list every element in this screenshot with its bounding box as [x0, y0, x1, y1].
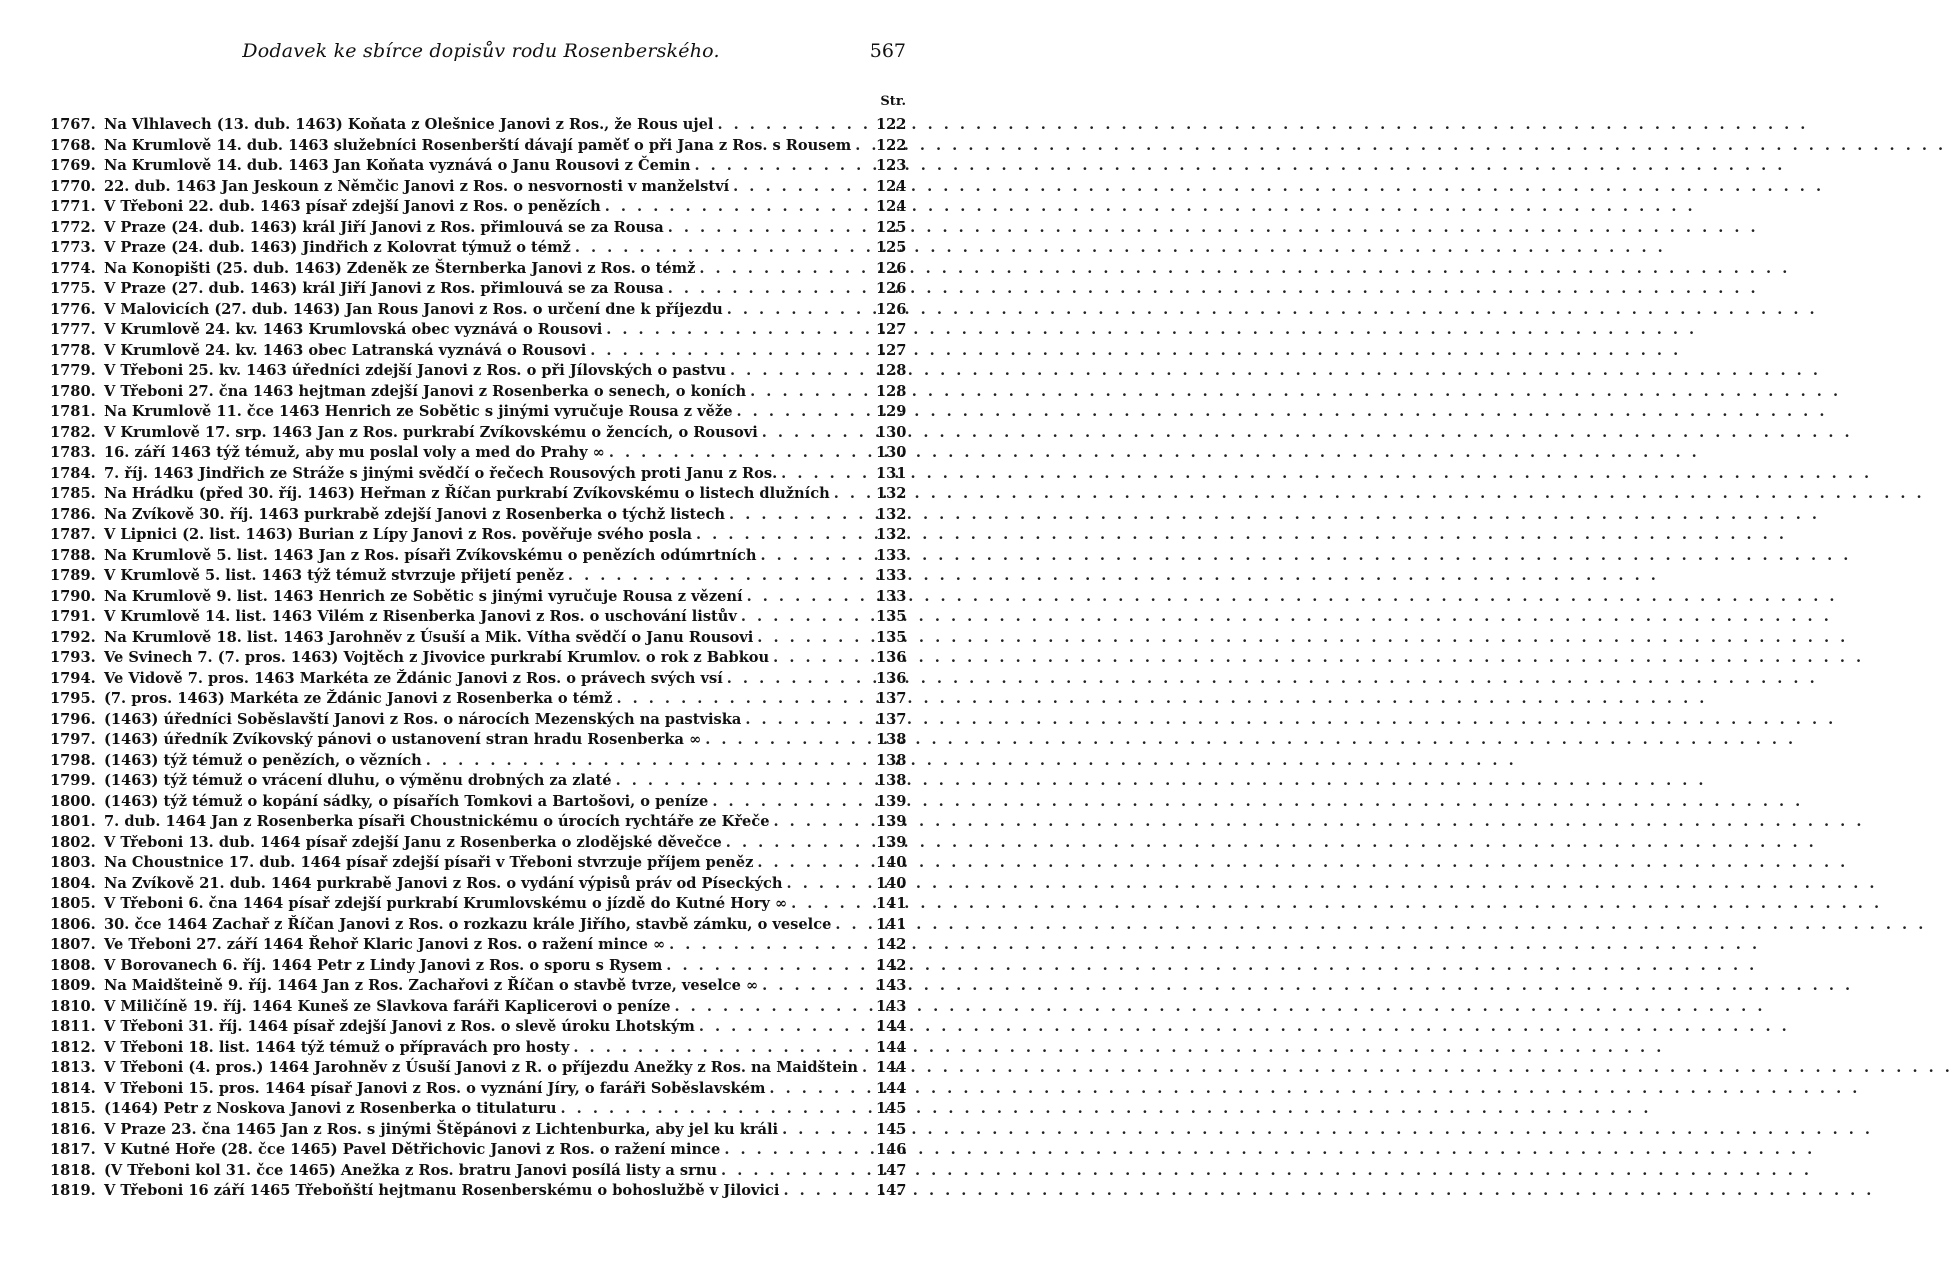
toc-entry — [50, 752, 906, 773]
dot-leader — [730, 362, 872, 379]
toc-entry — [50, 1100, 906, 1121]
dot-leader — [568, 567, 872, 584]
toc-entry — [50, 916, 906, 937]
entry-number: 1774. — [50, 259, 96, 277]
toc-entry — [50, 506, 906, 527]
entry-number: 1777. — [50, 321, 96, 338]
entry-description: 22. dub. 1463 Jan Jeskoun z Němčic Janovi z Ros. o nesvornosti v manželství — [104, 177, 730, 195]
dot-leader — [835, 916, 872, 933]
toc-entry — [50, 813, 906, 834]
toc-entry — [50, 362, 906, 383]
entry-number: 1817. — [50, 1141, 96, 1158]
toc-entry — [50, 1162, 906, 1183]
entry-page-number: 126 — [876, 300, 907, 318]
entry-description: (1463) týž témuž o penězích, o vězních — [104, 751, 422, 769]
dot-leader — [668, 219, 872, 236]
entry-page-number: 122 — [876, 136, 907, 154]
toc-entry — [50, 321, 906, 342]
dot-leader — [712, 793, 872, 810]
entry-description: V Krumlově 24. kv. 1463 Krumlovská obec vyznává o Rousovi — [104, 321, 603, 338]
entry-page-number: 133 — [876, 587, 907, 605]
entry-page-number: 143 — [876, 997, 907, 1015]
entry-page-number: 128 — [876, 362, 907, 379]
entry-number: 1787. — [50, 526, 96, 543]
table-of-contents — [50, 116, 906, 1203]
dot-leader — [699, 260, 872, 277]
entry-number: 1789. — [50, 567, 96, 584]
toc-entry — [50, 137, 906, 158]
dot-leader — [747, 588, 872, 605]
toc-entry — [50, 178, 906, 199]
dot-leader — [668, 280, 872, 297]
toc-entry — [50, 588, 906, 609]
toc-entry — [50, 793, 906, 814]
dot-leader — [741, 608, 872, 625]
entry-page-number: 127 — [876, 341, 907, 359]
toc-entry — [50, 1039, 906, 1060]
dot-leader — [757, 629, 872, 646]
entry-page-number: 135 — [876, 608, 907, 625]
toc-entry — [50, 1018, 906, 1039]
dot-leader — [769, 1080, 872, 1097]
entry-page-number: 139 — [876, 833, 907, 851]
entry-number: 1771. — [50, 198, 96, 215]
dot-leader — [729, 506, 872, 523]
toc-entry — [50, 239, 906, 260]
entry-number: 1792. — [50, 628, 96, 646]
entry-page-number: 142 — [876, 956, 907, 974]
entry-page-number: 127 — [876, 321, 907, 338]
toc-entry — [50, 485, 906, 506]
dot-leader — [783, 1182, 872, 1199]
entry-page-number: 132 — [876, 505, 907, 523]
entry-description: V Malovicích (27. dub. 1463) Jan Rous Janovi z Ros. o určení dne k příjezdu — [104, 300, 723, 318]
entry-description: Na Choustnice 17. dub. 1464 písař zdejší písaři v Třeboni stvrzuje příjem peněz — [104, 854, 754, 871]
toc-entry — [50, 608, 906, 629]
dot-leader — [666, 957, 872, 974]
dot-leader — [760, 547, 872, 564]
entry-number: 1809. — [50, 977, 96, 994]
dot-leader — [705, 731, 872, 748]
entry-number: 1780. — [50, 382, 96, 400]
entry-number: 1769. — [50, 157, 96, 174]
dot-leader — [773, 649, 872, 666]
entry-description: V Třeboni 15. pros. 1464 písař Janovi z Ros. o vyznání Jíry, o faráři Soběslavském — [104, 1079, 766, 1097]
entry-description: (1463) úředníci Soběslavští Janovi z Ros. o nárocích Mezenských na pastviska — [104, 710, 742, 728]
dot-leader — [573, 1039, 872, 1056]
entry-number: 1816. — [50, 1120, 96, 1138]
entry-page-number: 128 — [876, 382, 907, 400]
dot-leader — [561, 1100, 873, 1117]
entry-number: 1791. — [50, 608, 96, 625]
dot-leader — [791, 895, 872, 912]
entry-page-number: 137 — [876, 690, 907, 707]
entry-number: 1796. — [50, 710, 96, 728]
toc-entry — [50, 649, 906, 670]
dot-leader — [590, 342, 872, 359]
entry-number: 1775. — [50, 280, 96, 297]
dot-leader — [727, 301, 872, 318]
toc-entry — [50, 1080, 906, 1101]
toc-entry — [50, 567, 906, 588]
dot-leader — [762, 424, 872, 441]
entry-page-number: 130 — [876, 423, 907, 441]
entry-description: V Praze (24. dub. 1463) Jindřich z Kolovrat týmuž o témž — [104, 239, 571, 256]
dot-leader — [733, 178, 872, 195]
dot-leader — [575, 239, 872, 256]
entry-number: 1770. — [50, 177, 96, 195]
entry-description: (1464) Petr z Noskova Janovi z Rosenberka o titulaturu — [104, 1100, 557, 1117]
entry-page-number: 141 — [876, 895, 907, 912]
entry-number: 1804. — [50, 874, 96, 892]
toc-entry — [50, 629, 906, 650]
entry-number: 1785. — [50, 485, 96, 502]
entry-number: 1776. — [50, 300, 96, 318]
entry-description: Ve Vidově 7. pros. 1463 Markéta ze Ždánic Janovi z Ros. o právech svých vsí — [104, 669, 723, 687]
toc-entry — [50, 731, 906, 752]
dot-leader — [675, 998, 873, 1015]
dot-leader — [699, 1018, 872, 1035]
dot-leader — [862, 1059, 872, 1076]
entry-page-number: 124 — [876, 177, 907, 195]
toc-entry — [50, 157, 906, 178]
entry-description: 7. říj. 1463 Jindřich ze Stráže s jinými svědčí o řečech Rousových proti Janu z Ros. — [104, 464, 778, 482]
toc-entry — [50, 301, 906, 322]
entry-description: V Třeboni (4. pros.) 1464 Jarohněv z Úsuší Janovi z R. o příjezdu Anežky z Ros. na Maidštein — [104, 1059, 858, 1076]
entry-number: 1779. — [50, 362, 96, 379]
entry-description: V Praze (27. dub. 1463) král Jiří Janovi z Ros. přimlouvá se za Rousa — [104, 280, 664, 297]
toc-entry — [50, 1121, 906, 1142]
dot-leader — [757, 854, 872, 871]
toc-entry — [50, 936, 906, 957]
entry-number: 1810. — [50, 997, 96, 1015]
entry-number: 1793. — [50, 649, 96, 666]
entry-number: 1768. — [50, 136, 96, 154]
entry-description: (1463) týž témuž o vrácení dluhu, o výměnu drobných za zlaté — [104, 772, 612, 789]
dot-leader — [762, 977, 872, 994]
entry-page-number: 145 — [876, 1120, 907, 1138]
toc-entry — [50, 1141, 906, 1162]
entry-description: Na Krumlově 5. list. 1463 Jan z Ros. písaři Zvíkovskému o penězích odúmrtních — [104, 546, 757, 564]
entry-description: V Borovanech 6. říj. 1464 Petr z Lindy Janovi z Ros. o sporu s Rysem — [104, 956, 663, 974]
entry-number: 1807. — [50, 936, 96, 953]
dot-leader — [609, 444, 872, 461]
entry-description: V Třeboni 22. dub. 1463 písař zdejší Janovi z Ros. o penězích — [104, 198, 601, 215]
entry-description: V Třeboni 16 září 1465 Třeboňští hejtmanu Rosenberskému o bohoslužbě v Jilovici — [104, 1182, 780, 1199]
entry-description: Na Krumlově 9. list. 1463 Henrich ze Sobětic s jinými vyručuje Rousa z vězení — [104, 587, 743, 605]
entry-page-number: 135 — [876, 628, 907, 646]
dot-leader — [606, 321, 872, 338]
entry-number: 1794. — [50, 669, 96, 687]
entry-page-number: 136 — [876, 649, 907, 666]
toc-entry — [50, 280, 906, 301]
entry-page-number: 132 — [876, 526, 907, 543]
entry-description: Na Vlhlavech (13. dub. 1463) Koňata z Olešnice Janovi z Ros., že Rous ujel — [104, 116, 714, 133]
toc-entry — [50, 854, 906, 875]
entry-page-number: 132 — [876, 485, 907, 502]
entry-description: V Krumlově 24. kv. 1463 obec Latranská vyznává o Rousovi — [104, 341, 587, 359]
entry-description: V Třeboni 13. dub. 1464 písař zdejší Janu z Rosenberka o zlodějské děvečce — [104, 833, 722, 851]
dot-leader — [717, 116, 872, 133]
dot-leader — [721, 1162, 872, 1179]
entry-description: 7. dub. 1464 Jan z Rosenberka písaři Choustnickému o úrocích rychtáře ze Křeče — [104, 813, 770, 830]
entry-page-number: 129 — [876, 403, 907, 420]
dot-leader — [750, 383, 872, 400]
toc-entry — [50, 834, 906, 855]
dot-leader — [616, 690, 872, 707]
toc-entry — [50, 1182, 906, 1203]
entry-description: V Krumlově 5. list. 1463 týž témuž stvrzuje přijetí peněz — [104, 567, 564, 584]
page-number: 567 — [869, 40, 906, 62]
entry-number: 1801. — [50, 813, 96, 830]
page-column-header: Str. — [880, 94, 906, 109]
toc-entry — [50, 526, 906, 547]
dot-leader — [855, 137, 872, 154]
entry-description: Na Hrádku (před 30. říj. 1463) Heřman z Říčan purkrabí Zvíkovskému o listech dlužních — [104, 485, 830, 502]
entry-description: Na Maidšteině 9. říj. 1464 Jan z Ros. Zachařovi z Říčan o stavbě tvrze, veselce ∞ — [104, 977, 759, 994]
entry-page-number: 140 — [876, 874, 907, 892]
entry-number: 1798. — [50, 751, 96, 769]
entry-description: V Třeboni 6. čna 1464 písař zdejší purkrabí Krumlovskému o jízdě do Kutné Hory ∞ — [104, 895, 788, 912]
entry-description: Na Zvíkově 30. říj. 1463 purkrabě zdejší Janovi z Rosenberka o týchž listech — [104, 505, 726, 523]
entry-number: 1782. — [50, 423, 96, 441]
entry-page-number: 122 — [876, 116, 907, 133]
toc-entry — [50, 895, 906, 916]
entry-number: 1815. — [50, 1100, 96, 1117]
entry-page-number: 144 — [876, 1079, 907, 1097]
entry-description: V Praze (24. dub. 1463) král Jiří Janovi z Ros. přimlouvá se za Rousa — [104, 218, 664, 236]
entry-page-number: 147 — [876, 1161, 907, 1179]
entry-page-number: 125 — [876, 239, 907, 256]
toc-entry — [50, 403, 906, 424]
entry-page-number: 130 — [876, 444, 907, 461]
entry-description: V Lipnici (2. list. 1463) Burian z Lípy Janovi z Ros. pověřuje svého posla — [104, 526, 692, 543]
entry-page-number: 143 — [876, 977, 907, 994]
dot-leader — [774, 813, 873, 830]
dot-leader — [426, 752, 872, 769]
entry-number: 1808. — [50, 956, 96, 974]
dot-leader — [616, 772, 872, 789]
toc-entry — [50, 690, 906, 711]
dot-leader — [726, 834, 872, 851]
entry-description: V Třeboni 27. čna 1463 hejtman zdejší Janovi z Rosenberka o senech, o koních — [104, 382, 747, 400]
entry-page-number: 138 — [876, 731, 907, 748]
entry-number: 1781. — [50, 403, 96, 420]
toc-entry — [50, 711, 906, 732]
toc-entry — [50, 875, 906, 896]
entry-page-number: 139 — [876, 813, 907, 830]
dot-leader — [782, 1121, 872, 1138]
entry-description: Na Krumlově 18. list. 1463 Jarohněv z Úsuší a Mik. Vítha svědčí o Janu Rousovi — [104, 628, 754, 646]
toc-entry — [50, 198, 906, 219]
entry-number: 1773. — [50, 239, 96, 256]
entry-description: Ve Třeboni 27. září 1464 Řehoř Klaric Janovi z Ros. o ražení mince ∞ — [104, 936, 666, 953]
toc-entry — [50, 547, 906, 568]
entry-description: V Třeboni 31. říj. 1464 písař zdejší Janovi z Ros. o slevě úroku Lhotským — [104, 1018, 695, 1035]
entry-description: Na Krumlově 14. dub. 1463 Jan Koňata vyznává o Janu Rousovi z Čemin — [104, 157, 691, 174]
entry-number: 1805. — [50, 895, 96, 912]
entry-page-number: 138 — [876, 772, 907, 789]
dot-leader — [605, 198, 872, 215]
toc-entry — [50, 957, 906, 978]
entry-number: 1803. — [50, 854, 96, 871]
entry-page-number: 144 — [876, 1038, 907, 1056]
entry-description: V Praze 23. čna 1465 Jan z Ros. s jinými Štěpánovi z Lichtenburka, aby jel ku králi — [104, 1120, 779, 1138]
entry-page-number: 124 — [876, 198, 907, 215]
entry-number: 1790. — [50, 587, 96, 605]
entry-number: 1795. — [50, 690, 96, 707]
entry-number: 1812. — [50, 1038, 96, 1056]
toc-entry — [50, 998, 906, 1019]
toc-entry — [50, 260, 906, 281]
toc-entry — [50, 444, 906, 465]
toc-entry — [50, 670, 906, 691]
toc-entry — [50, 977, 906, 998]
toc-entry — [50, 424, 906, 445]
entry-description: Ve Svinech 7. (7. pros. 1463) Vojtěch z Jivovice purkrabí Krumlov. o rok z Babkou — [104, 649, 770, 666]
entry-number: 1767. — [50, 116, 96, 133]
entry-page-number: 146 — [876, 1141, 907, 1158]
toc-entry — [50, 116, 906, 137]
entry-page-number: 139 — [876, 792, 907, 810]
dot-leader — [781, 465, 872, 482]
entry-number: 1806. — [50, 915, 96, 933]
entry-description: Na Krumlově 14. dub. 1463 služebníci Rosenberští dávají paměť o při Jana z Ros. s Rousem — [104, 136, 852, 154]
entry-number: 1811. — [50, 1018, 96, 1035]
entry-description: Na Krumlově 11. čce 1463 Henrich ze Sobětic s jinými vyručuje Rousa z věže — [104, 403, 733, 420]
dot-leader — [724, 1141, 872, 1158]
entry-page-number: 126 — [876, 259, 907, 277]
entry-page-number: 137 — [876, 710, 907, 728]
entry-description: 16. září 1463 týž témuž, aby mu poslal voly a med do Prahy ∞ — [104, 444, 605, 461]
entry-number: 1813. — [50, 1059, 96, 1076]
dot-leader — [727, 670, 872, 687]
entry-number: 1788. — [50, 546, 96, 564]
entry-description: (1463) úředník Zvíkovský pánovi o ustanovení stran hradu Rosenberka ∞ — [104, 731, 702, 748]
entry-number: 1819. — [50, 1182, 96, 1199]
entry-page-number: 125 — [876, 218, 907, 236]
dot-leader — [834, 485, 872, 502]
dot-leader — [787, 875, 872, 892]
toc-entry — [50, 465, 906, 486]
page-header — [56, 40, 906, 70]
entry-description: 30. čce 1464 Zachař z Říčan Janovi z Ros. o rozkazu krále Jiřího, stavbě zámku, o veselce — [104, 915, 832, 933]
entry-page-number: 140 — [876, 854, 907, 871]
entry-number: 1778. — [50, 341, 96, 359]
entry-description: V Krumlově 17. srp. 1463 Jan z Ros. purkrabí Zvíkovskému o žencích, o Rousovi — [104, 423, 758, 441]
entry-page-number: 147 — [876, 1182, 907, 1199]
entry-page-number: 145 — [876, 1100, 907, 1117]
entry-page-number: 144 — [876, 1059, 907, 1076]
entry-page-number: 141 — [876, 915, 907, 933]
entry-number: 1783. — [50, 444, 96, 461]
entry-description: V Krumlově 14. list. 1463 Vilém z Risenberka Janovi z Ros. o uschování listův — [104, 608, 737, 625]
entry-page-number: 142 — [876, 936, 907, 953]
entry-number: 1802. — [50, 833, 96, 851]
entry-number: 1784. — [50, 464, 96, 482]
toc-entry — [50, 383, 906, 404]
entry-number: 1786. — [50, 505, 96, 523]
entry-description: (V Třeboni kol 31. čce 1465) Anežka z Ros. bratru Janovi posílá listy a srnu — [104, 1161, 718, 1179]
entry-description: V Třeboni 18. list. 1464 týž témuž o přípravách pro hosty — [104, 1038, 570, 1056]
entry-page-number: 138 — [876, 751, 907, 769]
dot-leader — [669, 936, 872, 953]
entry-page-number: 144 — [876, 1018, 907, 1035]
toc-entry — [50, 1059, 906, 1080]
entry-number: 1772. — [50, 218, 96, 236]
entry-page-number: 123 — [876, 157, 907, 174]
entry-page-number: 136 — [876, 669, 907, 687]
entry-description: Na Zvíkově 21. dub. 1464 purkrabě Janovi z Ros. o vydání výpisů práv od Píseckých — [104, 874, 783, 892]
entry-page-number: 133 — [876, 546, 907, 564]
entry-number: 1800. — [50, 792, 96, 810]
dot-leader — [745, 711, 872, 728]
dot-leader — [696, 526, 872, 543]
entry-description: (7. pros. 1463) Markéta ze Ždánic Janovi z Rosenberka o témž — [104, 690, 613, 707]
toc-entry — [50, 219, 906, 240]
entry-description: Na Konopišti (25. dub. 1463) Zdeněk ze Šternberka Janovi z Ros. o témž — [104, 259, 696, 277]
entry-page-number: 133 — [876, 567, 907, 584]
entry-description: V Třeboni 25. kv. 1463 úředníci zdejší Janovi z Ros. o při Jílovských o pastvu — [104, 362, 727, 379]
running-title: Dodavek ke sbírce dopisův rodu Rosenberského. — [242, 40, 720, 62]
entry-page-number: 131 — [876, 464, 907, 482]
entry-page-number: 126 — [876, 280, 907, 297]
dot-leader — [737, 403, 872, 420]
entry-description: V Miličíně 19. říj. 1464 Kuneš ze Slavkova faráři Kaplicerovi o peníze — [104, 997, 671, 1015]
entry-number: 1799. — [50, 772, 96, 789]
entry-number: 1818. — [50, 1161, 96, 1179]
entry-description: V Kutné Hoře (28. čce 1465) Pavel Dětřichovic Janovi z Ros. o ražení mince — [104, 1141, 721, 1158]
entry-number: 1797. — [50, 731, 96, 748]
toc-entry — [50, 342, 906, 363]
entry-description: (1463) týž témuž o kopání sádky, o písařích Tomkovi a Bartošovi, o peníze — [104, 792, 709, 810]
toc-entry — [50, 772, 906, 793]
entry-number: 1814. — [50, 1079, 96, 1097]
dot-leader — [694, 157, 872, 174]
